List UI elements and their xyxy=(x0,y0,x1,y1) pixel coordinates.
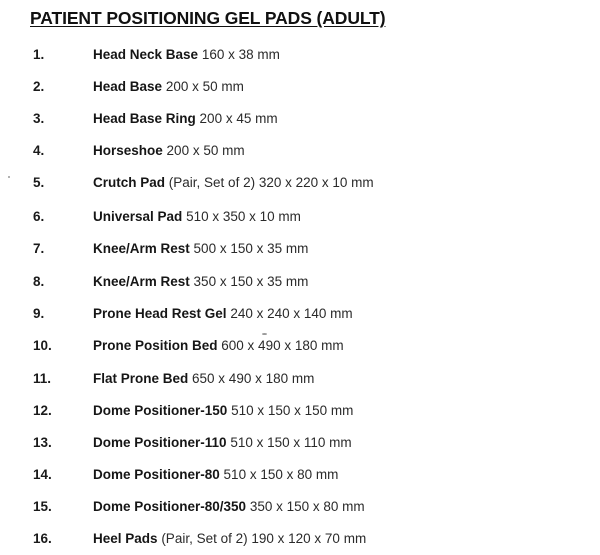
list-item xyxy=(0,175,600,199)
list-item xyxy=(0,274,600,298)
item-description xyxy=(93,403,353,418)
item-name: Head Neck Base xyxy=(93,47,199,62)
item-description xyxy=(93,209,301,224)
item-description xyxy=(93,143,245,158)
item-dimensions: 200 x 50 mm xyxy=(165,79,244,94)
item-description xyxy=(93,306,353,321)
item-dimensions: 350 x 150 x 35 mm xyxy=(193,274,309,289)
item-number: 14. xyxy=(33,467,52,482)
item-dimensions: 650 x 490 x 180 mm xyxy=(192,371,315,386)
item-description xyxy=(93,47,280,62)
item-description xyxy=(93,371,314,386)
item-number: 12. xyxy=(33,403,52,418)
list-item xyxy=(0,47,600,71)
list-item xyxy=(0,111,600,135)
item-dimensions: 200 x 45 mm xyxy=(199,111,278,126)
list-item xyxy=(0,435,600,459)
item-description xyxy=(93,499,365,514)
item-dimensions: 200 x 50 mm xyxy=(166,143,245,158)
item-description xyxy=(93,338,344,353)
item-dimensions: 510 x 150 x 150 mm xyxy=(231,403,354,418)
item-name: Head Base xyxy=(93,79,163,94)
item-description xyxy=(93,79,244,94)
item-number: 8. xyxy=(33,274,45,289)
item-name: Flat Prone Bed xyxy=(93,371,189,386)
item-name: Heel Pads xyxy=(93,531,158,546)
item-dimensions: 240 x 240 x 140 mm xyxy=(230,306,353,321)
scan-speck xyxy=(262,333,267,335)
item-note: (Pair, Set of 2) xyxy=(168,175,256,190)
item-dimensions: 510 x 350 x 10 mm xyxy=(186,209,301,224)
item-name: Knee/Arm Rest xyxy=(93,274,190,289)
item-number: 13. xyxy=(33,435,52,450)
item-dimensions: 350 x 150 x 80 mm xyxy=(249,499,365,514)
list-item xyxy=(0,306,600,330)
item-description xyxy=(93,175,374,190)
item-description xyxy=(93,274,308,289)
item-number: 6. xyxy=(33,209,45,224)
item-name: Crutch Pad xyxy=(93,175,166,190)
item-number: 15. xyxy=(33,499,52,514)
item-dimensions: 600 x 490 x 180 mm xyxy=(221,338,344,353)
list-item xyxy=(0,531,600,555)
item-name: Prone Position Bed xyxy=(93,338,218,353)
item-dimensions: 510 x 150 x 110 mm xyxy=(230,435,352,450)
item-dimensions: 500 x 150 x 35 mm xyxy=(193,241,309,256)
list-item xyxy=(0,209,600,233)
item-note: (Pair, Set of 2) xyxy=(161,531,248,546)
item-name: Prone Head Rest Gel xyxy=(93,306,227,321)
list-item xyxy=(0,403,600,427)
item-name: Head Base Ring xyxy=(93,111,196,126)
item-name: Dome Positioner-110 xyxy=(93,435,227,450)
item-name: Horseshoe xyxy=(93,143,163,158)
item-description xyxy=(93,111,278,126)
item-dimensions: 190 x 120 x 70 mm xyxy=(251,531,367,546)
item-number: 10. xyxy=(33,338,52,353)
item-name: Dome Positioner-150 xyxy=(93,403,228,418)
item-description xyxy=(93,467,338,482)
item-name: Dome Positioner-80 xyxy=(93,467,220,482)
list-item xyxy=(0,79,600,103)
list-item xyxy=(0,499,600,523)
item-number: 9. xyxy=(33,306,45,321)
list-item xyxy=(0,371,600,395)
list-item xyxy=(0,241,600,265)
item-number: 2. xyxy=(33,79,45,94)
item-name: Dome Positioner-80/350 xyxy=(93,499,247,514)
item-number: 7. xyxy=(33,241,45,256)
list-item xyxy=(0,467,600,491)
item-description xyxy=(93,531,366,546)
item-number: 3. xyxy=(33,111,45,126)
item-name: Knee/Arm Rest xyxy=(93,241,190,256)
item-number: 1. xyxy=(33,47,45,62)
scan-speck xyxy=(8,176,10,178)
item-number: 5. xyxy=(33,175,45,190)
list-item xyxy=(0,143,600,167)
list-item xyxy=(0,338,600,362)
item-name: Universal Pad xyxy=(93,209,183,224)
item-description xyxy=(93,435,352,450)
item-number: 16. xyxy=(33,531,52,546)
item-dimensions: 510 x 150 x 80 mm xyxy=(223,467,339,482)
item-number: 4. xyxy=(33,143,45,158)
item-number: 11. xyxy=(33,371,52,386)
item-description xyxy=(93,241,308,256)
item-dimensions: 160 x 38 mm xyxy=(201,47,280,62)
item-dimensions: 320 x 220 x 10 mm xyxy=(258,175,374,190)
document-title: PATIENT POSITIONING GEL PADS (ADULT) xyxy=(30,8,386,28)
